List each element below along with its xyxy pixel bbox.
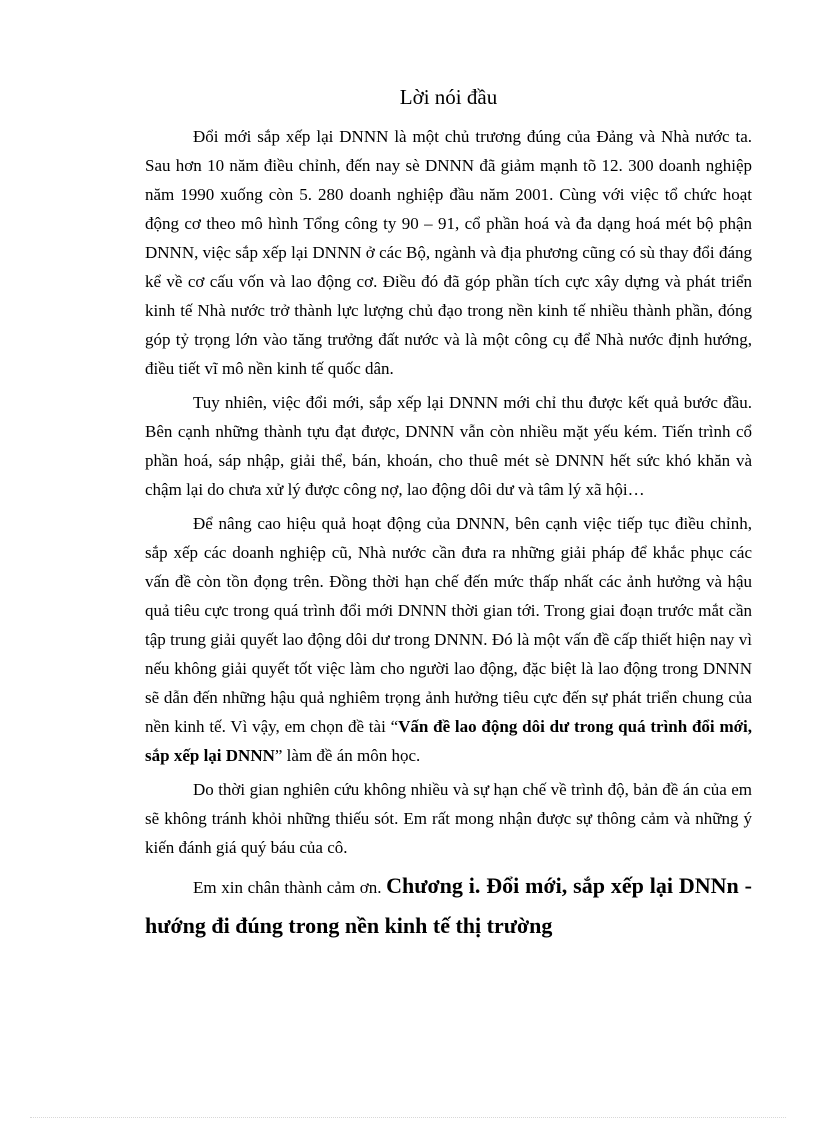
closing-line (145, 867, 752, 947)
page-bottom-divider (30, 1117, 786, 1118)
paragraph-apology: Do thời gian nghiên cứu không nhiều và sự hạn chế về trình độ, bản đề án của em sẽ không tránh khỏi những thiếu sót. Em rất mong nhận được sự thông cảm và những ý kiến đánh giá quý báu của cô. (145, 780, 752, 857)
paragraph-topic (145, 509, 752, 770)
document-title: Lời nói đầu (399, 85, 498, 109)
topic-title: Vấn đề lao động dôi dư trong quá trình đổi mới, sắp xếp lại DNNN (145, 717, 752, 765)
chapter-heading: Chương i. Đổi mới, sắp xếp lại DNNn - hướng đi đúng trong nền kinh tế thị trường (145, 873, 752, 938)
document-page (145, 82, 752, 947)
thanks-text: Em xin chân thành cảm ơn. (193, 878, 382, 897)
topic-text-after: ” làm đề án môn học. (274, 746, 421, 765)
paragraph-limitations: Tuy nhiên, việc đổi mới, sắp xếp lại DNNN mới chỉ thu được kết quả bước đầu. Bên cạnh những thành tựu đạt được, DNNN vẫn còn nhiều mặt yếu kém. Tiến trình cổ phần hoá, sáp nhập, giải thể, bán, khoán, cho thuê mét sè DNNN hết sức khó khăn và chậm lại do chưa xử lý được công nợ, lao động dôi dư và tâm lý xã hội… (145, 393, 752, 499)
topic-text-before: Để nâng cao hiệu quả hoạt động của DNNN, bên cạnh việc tiếp tục điều chỉnh, sắp xếp các doanh nghiệp cũ, Nhà nước cần đưa ra những giải pháp để khắc phục các vấn đề còn tồn đọng trên. Đồng thời hạn chế đến mức thấp nhất các ảnh hưởng và hậu quả tiêu cực trong quá trình đổi mới DNNN thời gian tới. Trong giai đoạn trước mắt cần tập trung giải quyết lao động dôi dư trong DNNN. Đó là một vấn đề cấp thiết hiện nay vì nếu không giải quyết tốt việc làm cho người lao động, đặc biệt là lao động trong DNNN sẽ dẫn đến những hậu quả nghiêm trọng ảnh hưởng tiêu cực đến sự phát triển chung của nền kinh tế. Vì vậy, em chọn đề tài “ (145, 514, 752, 736)
paragraph-intro: Đổi mới sắp xếp lại DNNN là một chủ trương đúng của Đảng và Nhà nước ta. Sau hơn 10 năm điều chỉnh, đến nay sè DNNN đã giảm mạnh tõ 12. 300 doanh nghiệp năm 1990 xuống còn 5. 280 doanh nghiệp đầu năm 2001. Cùng với việc tổ chức hoạt động cơ theo mô hình Tổng công ty 90 – 91, cổ phần hoá và đa dạng hoá mét bộ phận DNNN, việc sắp xếp lại DNNN ở các Bộ, ngành và địa phương cũng có sù thay đổi đáng kể về cơ cấu vốn và lao động cơ. Điều đó đã góp phần tích cực xây dựng và phát triển kinh tế Nhà nước trở thành lực lượng chủ đạo trong nền kinh tế nhiều thành phần, đóng góp tỷ trọng lớn vào tăng trưởng đất nước và là một công cụ để Nhà nước định hướng, điều tiết vĩ mô nền kinh tế quốc dân. (145, 127, 752, 378)
